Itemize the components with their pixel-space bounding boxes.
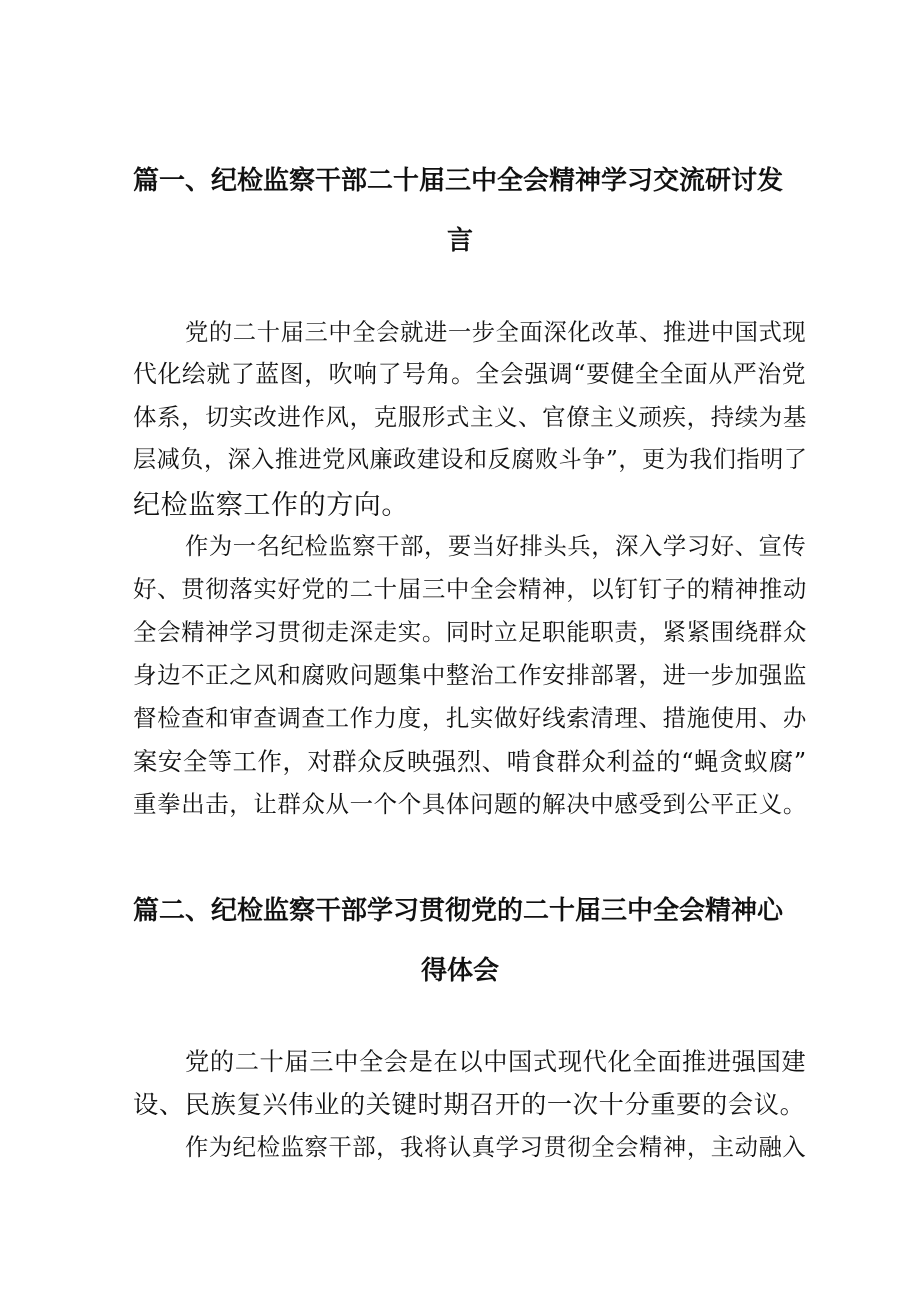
text-line: 身边不正之风和腐败问题集中整治工作安排部署，进一步加强监: [133, 661, 807, 689]
text-line: 代化绘就了蓝图，吹响了号角。全会强调“要健全全面从严治党: [133, 360, 807, 388]
text-line: 层减负，深入推进党风廉政建设和反腐败斗争”，更为我们指明了: [133, 447, 808, 473]
text-line: 全会精神学习贯彻走深走实。同时立足职能职责，紧紧围绕群众: [133, 618, 807, 646]
section1-title-line2: 言: [446, 226, 473, 256]
section1-title-line1: 篇一、纪检监察干部二十届三中全会精神学习交流研讨发: [133, 166, 784, 196]
text-line: 纪检监察工作的方向。: [133, 490, 409, 521]
section2-title-line1: 篇二、纪检监察干部学习贯彻党的二十届三中全会精神心: [133, 896, 784, 926]
text-line: 重拳出击，让群众从一个个具体问题的解决中感受到公平正义。: [133, 790, 807, 818]
text-line: 好、贯彻落实好党的二十届三中全会精神，以钉钉子的精神推动: [133, 575, 807, 603]
text-line: 案安全等工作，对群众反映强烈、啃食群众利益的“蝇贪蚁腐”: [133, 747, 807, 776]
text-line: 设、民族复兴伟业的关键时期召开的一次十分重要的会议。: [133, 1090, 806, 1119]
text-line: 党的二十届三中全会就进一步全面深化改革、推进中国式现: [185, 319, 807, 346]
text-line: 党的二十届三中全会是在以中国式现代化全面推进强国建: [185, 1047, 807, 1076]
text-line: 督检查和审查调查工作力度，扎实做好线索清理、措施使用、办: [133, 704, 807, 732]
text-line: 体系，切实改进作风，克服形式主义、官僚主义顽疾，持续为基: [133, 403, 807, 431]
section2-title-line2: 得体会: [420, 956, 499, 986]
text-line: 作为一名纪检监察干部，要当好排头兵，深入学习好、宣传: [185, 533, 807, 560]
text-line: 作为纪检监察干部，我将认真学习贯彻全会精神，主动融入: [185, 1134, 807, 1161]
